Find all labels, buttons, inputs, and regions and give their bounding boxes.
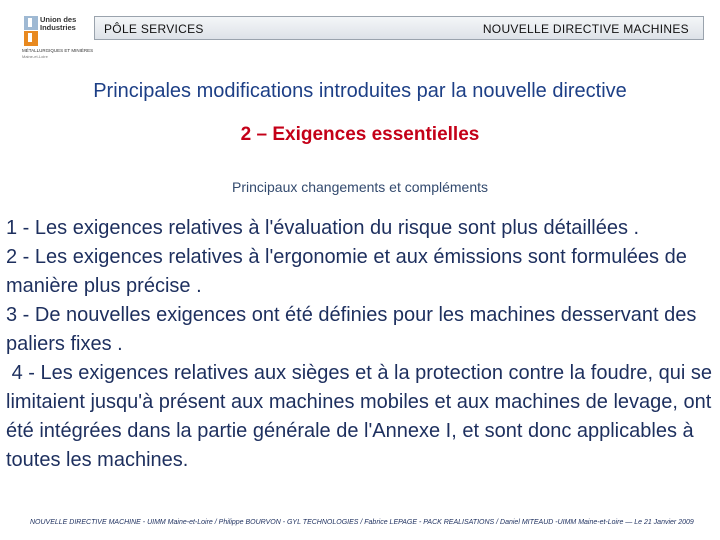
logo-caption: MÉTALLURGIQUES ET MINIÈRES bbox=[22, 48, 94, 53]
list-item: 4 - Les exigences relatives aux sièges et à la protection contre la foudre, qui se limitaient jusqu'à présent aux machines mobiles et aux machines de levage, ont été intégrées dans la partie générale de l'Annexe I, et sont donc applicables à toutes les machines. bbox=[6, 362, 718, 471]
header-right-label: NOUVELLE DIRECTIVE MACHINES bbox=[482, 22, 689, 36]
footer-credits: NOUVELLE DIRECTIVE MACHINE - UIMM Maine-et-Loire / Philippe BOURVON - GYL TECHNOLOGIES / Fabrice LEPAGE - PACK REALISATIONS / Daniel MITEAUD -UIMM Maine-et-Loire — Le 21 Janvier 2009 bbox=[30, 519, 694, 526]
logo-text bbox=[40, 16, 76, 32]
slide-title: Principales modifications introduites par la nouvelle directive bbox=[93, 80, 627, 102]
list-item: 2 - Les exigences relatives à l'ergonomie et aux émissions sont formulées de manière plus précise . bbox=[6, 246, 687, 297]
logo-mark-icon bbox=[24, 16, 38, 46]
logo-line-1: Union des bbox=[40, 15, 77, 24]
list-item: 3 - De nouvelles exigences ont été définies pour les machines desservant des paliers fixes . bbox=[6, 304, 697, 355]
logo-caption-region: Maine-et-Loire bbox=[22, 54, 48, 59]
header-bar bbox=[94, 16, 704, 40]
section-caption: Principaux changements et compléments bbox=[231, 179, 489, 195]
logo-line-2: Industries bbox=[40, 23, 76, 32]
uimm-logo bbox=[20, 14, 92, 64]
body-text bbox=[6, 214, 716, 475]
section-title: 2 – Exigences essentielles bbox=[240, 124, 480, 145]
header-left-label: PÔLE SERVICES bbox=[104, 22, 204, 36]
list-item: 1 - Les exigences relatives à l'évaluation du risque sont plus détaillées . bbox=[6, 217, 640, 239]
